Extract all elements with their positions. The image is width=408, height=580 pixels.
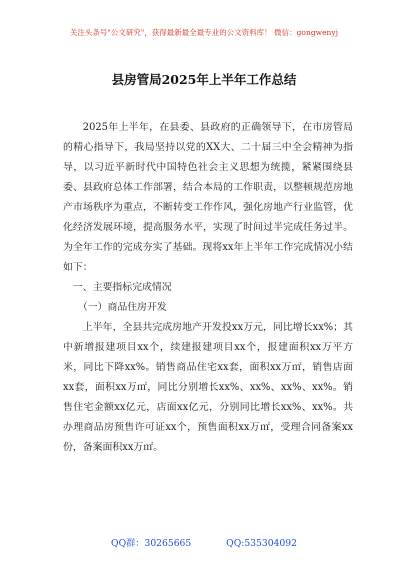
body-paragraph: 上半年，全县共完成房地产开发投xx万元，同比增长xx%；其中新增报建项目xx个，续建报建项目xx个，报建面积xx万平方米，同比下降xx%。销售商品住宅xx套，面积xx万㎡，销售店面xx套，面积xx万㎡，同比分别增长xx%、xx%、xx%、xx%。销售住宅金额xx亿元，店面xx亿元，分别同比增长xx%、xx%。共办理商品房预售许可证xx个，预售面积xx万㎡，受理合同备案xx份，备案面积xx万㎡。 [63,322,353,453]
header-banner: 关注头条号"公文研究"，获得最新最全最专业的公文资料库！ 微信：gongwenyj [69,28,339,37]
footer-qq-contact: QQ:535304092 [226,538,297,549]
footer-qq-group: QQ群：30265665 [111,538,192,549]
document-body [63,118,353,458]
section-heading: 一、主要指标完成情况 [72,282,172,293]
document-title: 县房管局2025年上半年工作总结 [111,72,297,87]
intro-paragraph: 2025年上半年，在县委、县政府的正确领导下，在市房管局的精心指导下，我局坚持以党的XX大、二十届三中全会精神为指导，以习近平新时代中国特色社会主义思想为统揽，紧紧围绕县委、县政府总体工作部署，结合本局的工作职责，以整顿规范房地产市场秩序为重点，不断转变工作作风，强化房地产行业监管，优化经济发展环境，提高服务水平，实现了时间过半完成任务过半。为全年工作的完成夯实了基础。现将xx年上半年工作完成情况小结如下： [63,122,353,273]
footer-contact-bar [0,535,408,549]
subsection-heading: （一）商品住房开发 [77,302,167,313]
